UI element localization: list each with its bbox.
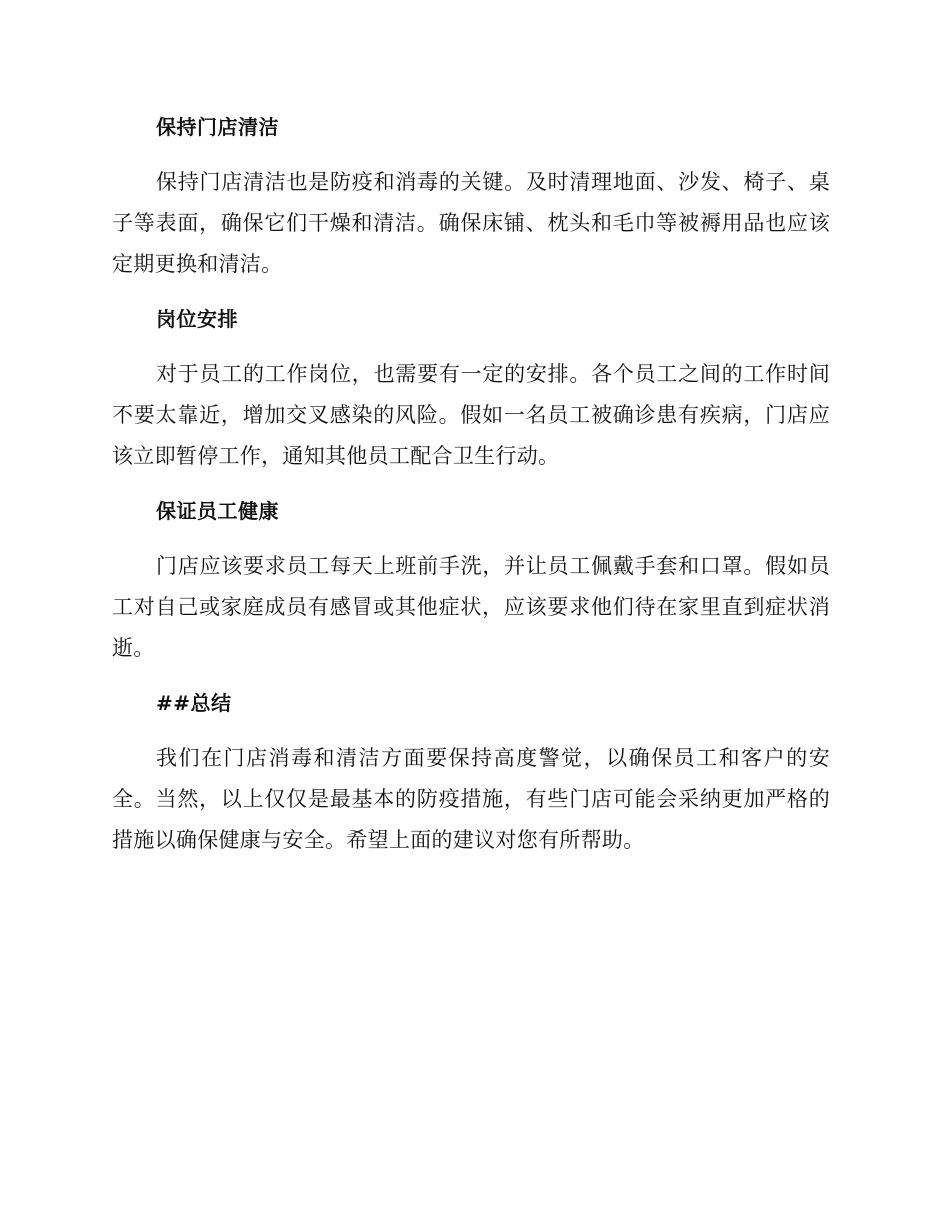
summary-heading: ##总结 — [156, 691, 232, 715]
document-page — [112, 108, 830, 861]
summary-body: 我们在门店消毒和清洁方面要保持高度警觉，以确保员工和客户的安全。当然，以上仅仅是最基本的防疫措施，有些门店可能会采纳更加严格的措施以确保健康与安全。希望上面的建议对您有所帮助。 — [112, 746, 830, 852]
section-body-job-arrangement: 对于员工的工作岗位，也需要有一定的安排。各个员工之间的工作时间不要太靠近，增加交叉感染的风险。假如一名员工被确诊患有疾病，门店应该立即暂停工作，通知其他员工配合卫生行动。 — [112, 362, 830, 468]
section-body-store-cleaning: 保持门店清洁也是防疫和消毒的关键。及时清理地面、沙发、椅子、桌子等表面，确保它们干燥和清洁。确保床铺、枕头和毛巾等被褥用品也应该定期更换和清洁。 — [112, 170, 830, 276]
section-body-staff-health: 门店应该要求员工每天上班前手洗，并让员工佩戴手套和口罩。假如员工对自己或家庭成员有感冒或其他症状，应该要求他们待在家里直到症状消逝。 — [112, 554, 830, 660]
section-heading-store-cleaning: 保持门店清洁 — [156, 115, 279, 139]
section-heading-staff-health: 保证员工健康 — [156, 499, 279, 523]
section-heading-job-arrangement: 岗位安排 — [156, 307, 238, 331]
